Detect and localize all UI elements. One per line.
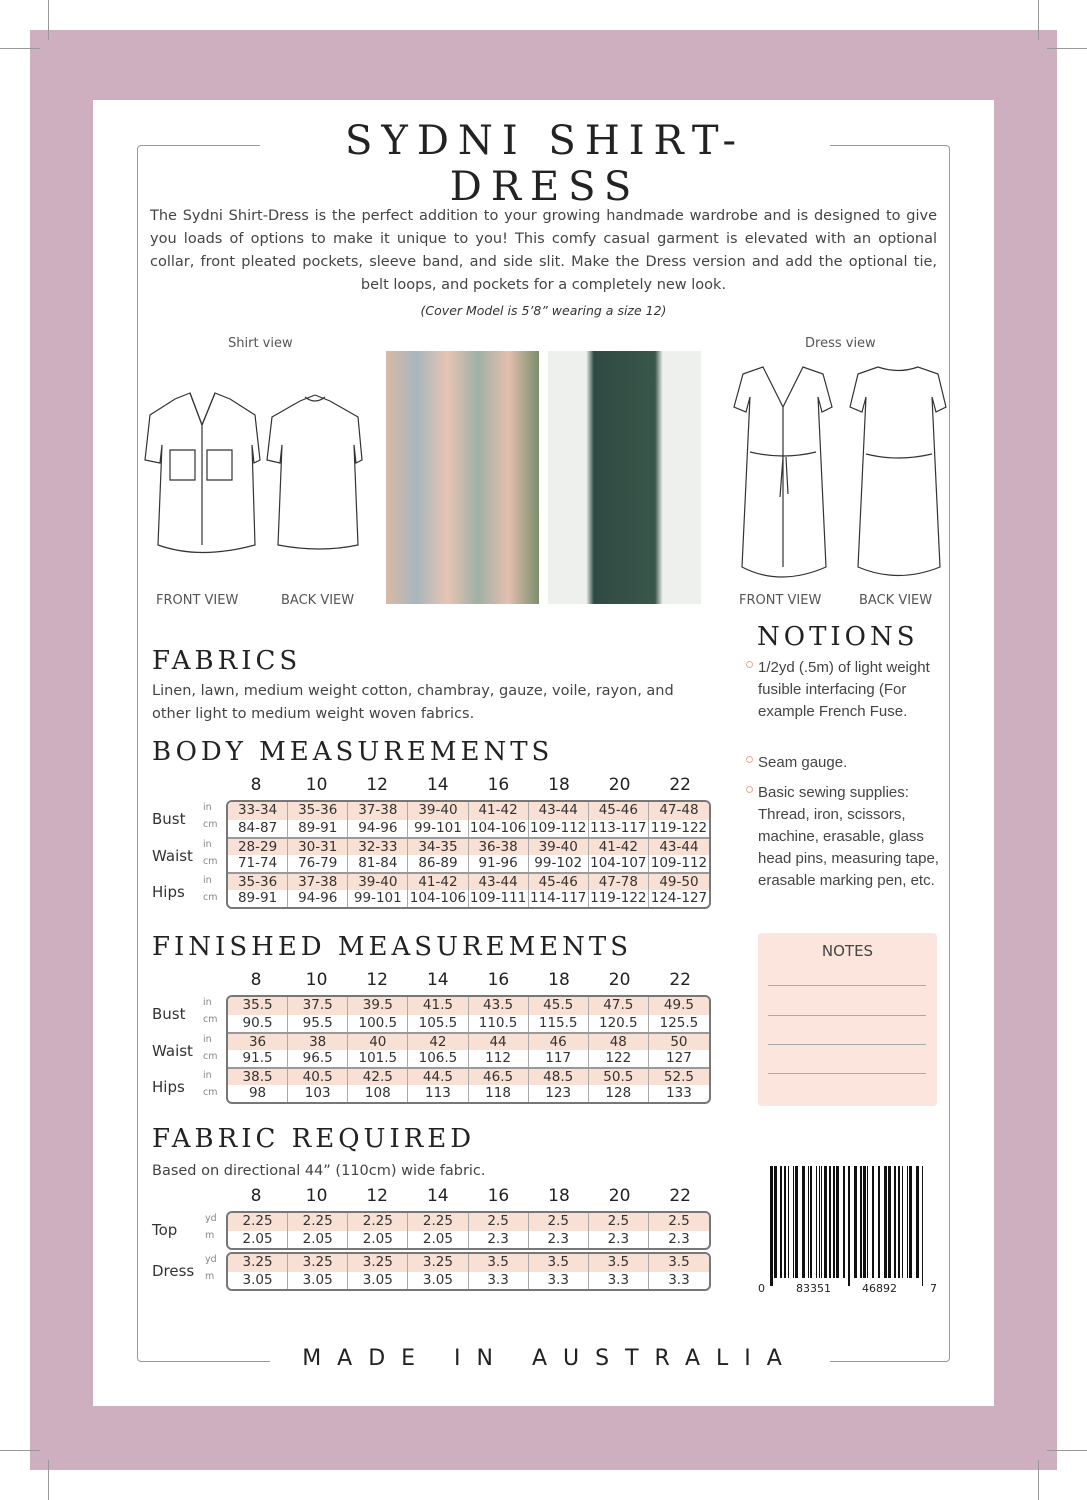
bullet-icon: [746, 756, 753, 763]
size-header: 18: [548, 1186, 570, 1206]
barcode: [768, 1166, 928, 1286]
size-header: 16: [487, 775, 510, 795]
unit-label: m: [205, 1271, 215, 1282]
table-cell: 36: [228, 1034, 288, 1050]
table-row: [228, 997, 709, 1015]
table-row: [228, 890, 709, 908]
barcode-bar: [810, 1166, 812, 1278]
barcode-bar: [808, 1166, 809, 1278]
crop-mark: [1047, 48, 1087, 49]
table-row: [228, 1067, 709, 1085]
table-cell: 41-42: [408, 874, 468, 890]
notes-line: [768, 1073, 926, 1074]
barcode-bar: [824, 1166, 827, 1278]
notions-heading: NOTIONS: [757, 622, 919, 652]
table-cell: 128: [589, 1085, 649, 1103]
table-cell: 2.3: [469, 1231, 529, 1249]
table-cell: 2.05: [348, 1231, 408, 1249]
table-cell: 42.5: [348, 1069, 408, 1085]
barcode-bar: [860, 1166, 862, 1278]
barcode-digit: 83351: [796, 1282, 831, 1295]
table-cell: 45-46: [529, 874, 589, 890]
table-cell: 35.5: [228, 997, 288, 1015]
table-cell: 105.5: [408, 1015, 468, 1033]
unit-label: yd: [205, 1254, 217, 1265]
size-header: 10: [305, 1186, 328, 1206]
table-cell: 3.25: [228, 1254, 288, 1272]
barcode-digit: 46892: [862, 1282, 897, 1295]
notion-item: [758, 752, 948, 774]
table-cell: 37-38: [288, 874, 348, 890]
table-cell: 2.5: [529, 1213, 589, 1231]
table-cell: 30-31: [288, 839, 348, 855]
size-header: 22: [669, 775, 691, 795]
unit-label: cm: [203, 1087, 218, 1098]
table-cell: 89-91: [288, 820, 348, 838]
notion-text: Seam gauge.: [758, 754, 848, 771]
table-cell: 120.5: [589, 1015, 649, 1033]
table-cell: 3.3: [668, 1271, 690, 1288]
barcode-bar: [902, 1166, 903, 1278]
crop-mark: [0, 1450, 40, 1451]
unit-label: cm: [203, 855, 218, 867]
table-cell: 52.5: [663, 1069, 694, 1085]
table-cell: 81-84: [348, 855, 408, 873]
fabrics-heading: FABRICS: [152, 646, 302, 676]
unit-label: in: [203, 1033, 212, 1045]
table-cell: 109-112: [529, 820, 589, 838]
row-label: Waist: [152, 1041, 193, 1060]
table-cell: 119-122: [650, 819, 708, 836]
barcode-bar: [922, 1166, 923, 1286]
barcode-bar: [774, 1166, 777, 1278]
table-cell: 99-102: [529, 855, 589, 873]
crop-mark: [1047, 1450, 1087, 1451]
notes-heading: NOTES: [821, 942, 874, 960]
table-cell: 101.5: [348, 1050, 408, 1068]
dress-illustration: [728, 362, 948, 590]
table-cell: 2.25: [408, 1213, 468, 1231]
table-cell: 47-78: [589, 874, 649, 890]
table-row: [228, 1213, 709, 1231]
table-cell: 45-46: [589, 802, 649, 820]
size-header: 8: [250, 1186, 262, 1206]
table-cell: 40.5: [288, 1069, 348, 1085]
size-header: 14: [426, 1186, 449, 1206]
table-cell: 39-40: [348, 874, 408, 890]
photo-leopard-dress: [548, 351, 701, 604]
shirt-illustration: [140, 385, 365, 560]
dress-view-label: Dress view: [805, 336, 876, 351]
table-row: [228, 802, 709, 820]
table-cell: 3.3: [589, 1272, 649, 1290]
table-cell: 34-35: [408, 839, 468, 855]
notes-line: [768, 1044, 926, 1045]
notes-line: [768, 1015, 926, 1016]
barcode-bar: [780, 1166, 782, 1278]
notes-box: [758, 933, 937, 1106]
size-header: 12: [366, 1186, 388, 1206]
table-cell: 47.5: [589, 997, 649, 1015]
row-label: Waist: [152, 846, 193, 865]
barcode-bar: [784, 1166, 786, 1278]
table-cell: 44: [469, 1034, 529, 1050]
barcode-bar: [795, 1166, 798, 1278]
barcode-bar: [770, 1166, 773, 1286]
table-cell: 3.05: [288, 1272, 348, 1290]
barcode-bar: [788, 1166, 789, 1278]
unit-label: m: [205, 1230, 215, 1241]
table-cell: 48: [589, 1034, 649, 1050]
size-header: 14: [426, 775, 449, 795]
table-row: [228, 1050, 709, 1068]
notes-line: [768, 985, 926, 986]
intro-text: The Sydni Shirt-Dress is the perfect addition to your growing handmade wardrobe and is designed to give you loads of options to make it unique to you! This comfy casual garment is elevated with an optional collar, front pleated pockets, sleeve band, and side slit. Make the Dress version and add the optional tie, belt loops, and pockets for a completely new look.: [150, 208, 937, 293]
notion-text: Basic sewing supplies: Thread, iron, scissors, machine, erasable, glass head pins, measuring tape, erasable marking pen, etc.: [758, 784, 939, 889]
size-header: 16: [487, 970, 510, 990]
table-cell: 90.5: [228, 1015, 288, 1033]
table-cell: 48.5: [529, 1069, 589, 1085]
footer-made-in: MADE IN AUSTRALIA: [270, 1346, 830, 1371]
table-cell: 96.5: [288, 1050, 348, 1068]
dress-back-view-label: BACK VIEW: [859, 593, 933, 608]
table-cell: 28-29: [228, 839, 288, 855]
table-cell: 49-50: [659, 874, 699, 890]
table-cell: 3.05: [408, 1272, 468, 1290]
table-row: [228, 1231, 709, 1249]
table-cell: 2.5: [589, 1213, 649, 1231]
size-header: 10: [305, 775, 328, 795]
table-cell: 3.3: [469, 1272, 529, 1290]
shirt-view-label: Shirt view: [228, 336, 293, 351]
table-cell: 46.5: [469, 1069, 529, 1085]
size-header: 20: [608, 970, 631, 990]
size-header: 20: [608, 1186, 631, 1206]
table-cell: 91-96: [469, 855, 529, 873]
table-cell: 3.25: [348, 1254, 408, 1272]
size-header: 16: [487, 1186, 510, 1206]
table-cell: 71-74: [228, 855, 288, 873]
table-cell: 124-127: [650, 889, 708, 906]
unit-label: in: [203, 1070, 212, 1081]
table-cell: 37.5: [288, 997, 348, 1015]
dress-front-view-label: FRONT VIEW: [739, 593, 822, 608]
unit-label: cm: [203, 1014, 218, 1025]
unit-label: cm: [203, 819, 218, 830]
cover-note: (Cover Model is 5’8” wearing a size 12): [420, 303, 667, 318]
barcode-bar: [884, 1166, 887, 1278]
barcode-bar: [909, 1166, 912, 1278]
table-cell: 89-91: [228, 890, 288, 908]
photo-striped-dress: [386, 351, 539, 604]
table-cell: 3.5: [668, 1254, 690, 1270]
table-cell: 39.5: [348, 997, 408, 1015]
table-row: [228, 855, 709, 873]
shirt-back-view-label: BACK VIEW: [281, 593, 355, 608]
barcode-bar: [907, 1166, 908, 1278]
body-measurements-heading: BODY MEASUREMENTS: [152, 737, 554, 767]
table-row: [228, 872, 709, 890]
table-cell: 2.25: [228, 1213, 288, 1231]
table-cell: 2.25: [348, 1213, 408, 1231]
table-cell: 46: [529, 1034, 589, 1050]
table-cell: 3.3: [529, 1272, 589, 1290]
size-header: 8: [250, 775, 262, 795]
table-row: [228, 820, 709, 838]
table-cell: 91.5: [228, 1050, 288, 1068]
table-cell: 125.5: [659, 1014, 699, 1031]
table-cell: 47-48: [659, 802, 699, 818]
table-cell: 104-106: [469, 820, 529, 838]
crop-mark: [48, 0, 49, 40]
table-cell: 113-117: [589, 820, 649, 838]
barcode-bar: [848, 1166, 850, 1286]
notion-item: [758, 782, 948, 892]
table-cell: 2.3: [589, 1231, 649, 1249]
table-cell: 42: [408, 1034, 468, 1050]
table-cell: 3.05: [348, 1272, 408, 1290]
crop-mark: [1038, 0, 1039, 40]
barcode-bar: [854, 1166, 857, 1278]
table-cell: 50: [670, 1034, 688, 1050]
fabric_required-table-box: [226, 1252, 711, 1291]
table-cell: 49.5: [663, 997, 694, 1013]
table-cell: 115.5: [529, 1015, 589, 1033]
barcode-bar: [898, 1166, 900, 1278]
unit-label: in: [203, 997, 212, 1008]
table-cell: 3.25: [408, 1254, 468, 1272]
table-cell: 43.5: [469, 997, 529, 1015]
table-cell: 2.05: [228, 1231, 288, 1249]
barcode-bar: [829, 1166, 831, 1278]
table-cell: 39-40: [529, 839, 589, 855]
table-cell: 2.3: [668, 1230, 690, 1247]
notion-item: [758, 657, 948, 723]
barcode-bar: [793, 1166, 794, 1278]
unit-label: in: [203, 875, 212, 886]
unit-label: in: [203, 802, 212, 813]
table-cell: 119-122: [589, 890, 649, 908]
table-cell: 35-36: [288, 802, 348, 820]
table-cell: 98: [228, 1085, 288, 1103]
barcode-bar: [916, 1166, 919, 1278]
table-cell: 38: [288, 1034, 348, 1050]
bullet-icon: [746, 786, 753, 793]
table-cell: 95.5: [288, 1015, 348, 1033]
row-label: Bust: [152, 810, 186, 828]
table-cell: 104-106: [408, 890, 468, 908]
table-cell: 43-44: [529, 802, 589, 820]
table-row: [228, 1272, 709, 1290]
table-cell: 39-40: [408, 802, 468, 820]
size-header: 14: [426, 970, 449, 990]
barcode-bar: [821, 1166, 822, 1278]
barcode-bar: [843, 1166, 845, 1278]
table-cell: 41-42: [469, 802, 529, 820]
finished-table-box: [226, 995, 711, 1104]
table-cell: 127: [666, 1049, 692, 1066]
crop-mark: [1038, 1460, 1039, 1500]
fabric_required-table-box: [226, 1211, 711, 1250]
size-header: 20: [608, 775, 631, 795]
size-header: 22: [669, 970, 691, 990]
table-cell: 43-44: [469, 874, 529, 890]
table-cell: 36-38: [469, 839, 529, 855]
crop-mark: [48, 1460, 49, 1500]
table-cell: 32-33: [348, 839, 408, 855]
table-cell: 3.5: [589, 1254, 649, 1272]
table-cell: 41-42: [589, 839, 649, 855]
table-cell: 103: [288, 1085, 348, 1103]
table-cell: 50.5: [589, 1069, 649, 1085]
barcode-bar: [872, 1166, 874, 1278]
barcode-bar: [802, 1166, 805, 1278]
table-cell: 123: [529, 1085, 589, 1103]
size-header: 18: [548, 970, 570, 990]
table-row: [228, 1032, 709, 1050]
row-label: Hips: [152, 883, 185, 901]
table-cell: 41.5: [408, 997, 468, 1015]
barcode-bar: [836, 1166, 839, 1278]
unit-label: in: [203, 838, 212, 850]
barcode-digit: 0: [758, 1282, 765, 1295]
table-row: [228, 1085, 709, 1103]
size-header: 18: [548, 775, 570, 795]
table-cell: 2.5: [668, 1213, 690, 1229]
table-cell: 38.5: [228, 1069, 288, 1085]
size-header: 8: [250, 970, 262, 990]
row-label: Top: [152, 1221, 178, 1239]
table-cell: 108: [348, 1085, 408, 1103]
table-cell: 109-112: [650, 854, 708, 871]
barcode-bar: [819, 1166, 820, 1278]
crop-mark: [0, 48, 40, 49]
table-cell: 3.5: [529, 1254, 589, 1272]
size-header: 12: [366, 775, 388, 795]
unit-label: cm: [203, 892, 218, 903]
table-cell: 104-107: [589, 855, 649, 873]
table-cell: 113: [408, 1085, 468, 1103]
table-cell: 99-101: [408, 820, 468, 838]
fabric-required-heading: FABRIC REQUIRED: [152, 1124, 476, 1154]
table-cell: 76-79: [288, 855, 348, 873]
barcode-bar: [878, 1166, 880, 1278]
table-cell: 117: [529, 1050, 589, 1068]
table-cell: 3.5: [469, 1254, 529, 1272]
table-cell: 2.05: [288, 1231, 348, 1249]
fabrics-text: Linen, lawn, medium weight cotton, chambray, gauze, voile, rayon, and other light to medium weight woven fabrics.: [152, 683, 674, 722]
size-header: 22: [669, 1186, 691, 1206]
table-cell: 122: [589, 1050, 649, 1068]
table-cell: 86-89: [408, 855, 468, 873]
table-cell: 2.3: [529, 1231, 589, 1249]
table-cell: 114-117: [529, 890, 589, 908]
barcode-bar: [816, 1166, 817, 1278]
size-header: 12: [366, 970, 388, 990]
size-header: 10: [305, 970, 328, 990]
shirt-front-view-label: FRONT VIEW: [156, 593, 239, 608]
table-row: [228, 837, 709, 855]
row-label: Bust: [152, 1005, 186, 1023]
row-label: Dress: [152, 1262, 195, 1280]
page-title: SYDNI SHIRT-DRESS: [260, 118, 830, 210]
table-cell: 106.5: [408, 1050, 468, 1068]
barcode-bar: [863, 1166, 866, 1278]
table-cell: 2.05: [408, 1231, 468, 1249]
notion-text: 1/2yd (.5m) of light weight fusible interfacing (For example French Fuse.: [758, 659, 930, 720]
barcode-bar: [894, 1166, 896, 1278]
table-cell: 109-111: [469, 890, 529, 908]
table-cell: 44.5: [408, 1069, 468, 1085]
finished-measurements-heading: FINISHED MEASUREMENTS: [152, 932, 633, 962]
table-cell: 94-96: [288, 890, 348, 908]
barcode-bar: [867, 1166, 868, 1278]
table-cell: 94-96: [348, 820, 408, 838]
body-table-box: [226, 800, 711, 909]
table-cell: 118: [469, 1085, 529, 1103]
table-row: [228, 1015, 709, 1033]
table-row: [228, 1254, 709, 1272]
table-cell: 37-38: [348, 802, 408, 820]
table-cell: 33-34: [228, 802, 288, 820]
table-cell: 84-87: [228, 820, 288, 838]
table-cell: 45.5: [529, 997, 589, 1015]
table-cell: 112: [469, 1050, 529, 1068]
table-cell: 133: [666, 1084, 692, 1101]
bullet-icon: [746, 661, 753, 668]
table-cell: 2.5: [469, 1213, 529, 1231]
table-cell: 100.5: [348, 1015, 408, 1033]
table-cell: 35-36: [228, 874, 288, 890]
table-cell: 40: [348, 1034, 408, 1050]
unit-label: cm: [203, 1050, 218, 1062]
table-cell: 43-44: [659, 839, 699, 855]
table-cell: 2.25: [288, 1213, 348, 1231]
table-cell: 99-101: [348, 890, 408, 908]
table-cell: 3.25: [288, 1254, 348, 1272]
fabric-required-note: Based on directional 44” (110cm) wide fabric.: [152, 1163, 486, 1179]
unit-label: yd: [205, 1213, 217, 1224]
barcode-digit: 7: [930, 1282, 937, 1295]
table-cell: 3.05: [228, 1272, 288, 1290]
row-label: Hips: [152, 1078, 185, 1096]
barcode-bar: [833, 1166, 835, 1278]
barcode-bar: [888, 1166, 891, 1278]
table-cell: 110.5: [469, 1015, 529, 1033]
